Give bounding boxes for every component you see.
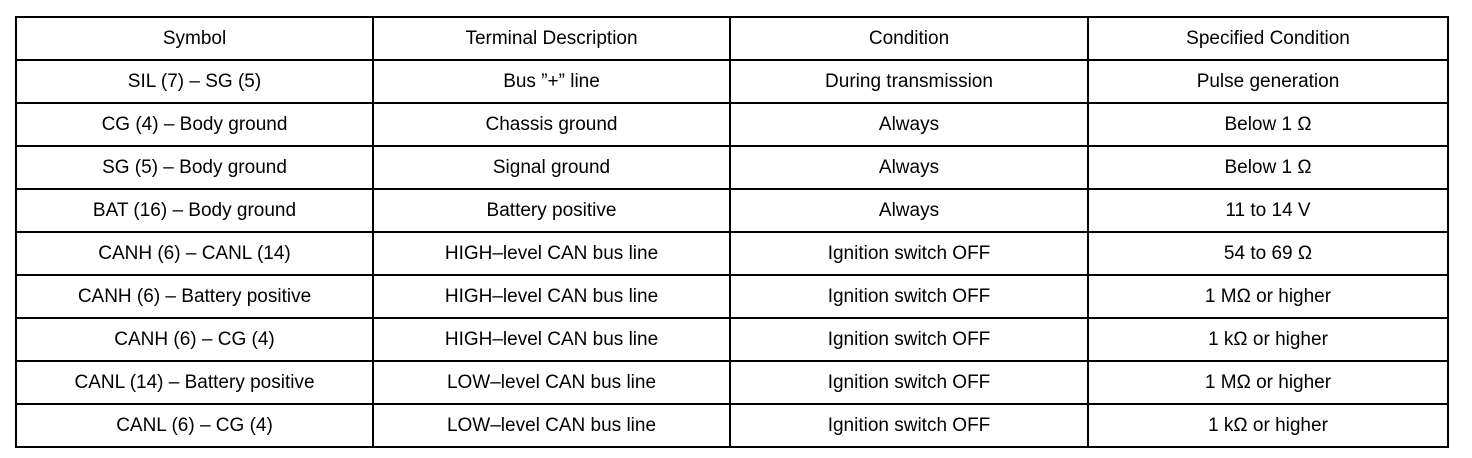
cell-condition: Always [730, 103, 1088, 146]
table-header-row [16, 17, 1448, 60]
cell-symbol: SIL (7) – SG (5) [16, 60, 373, 103]
cell-symbol: SG (5) – Body ground [16, 146, 373, 189]
cell-specified-condition: 1 kΩ or higher [1088, 404, 1448, 447]
cell-specified-condition: Below 1 Ω [1088, 103, 1448, 146]
cell-terminal-description: HIGH–level CAN bus line [373, 232, 730, 275]
header-specified-condition: Specified Condition [1088, 17, 1448, 60]
cell-condition: Ignition switch OFF [730, 318, 1088, 361]
header-condition: Condition [730, 17, 1088, 60]
table-row [16, 60, 1448, 103]
table-row [16, 189, 1448, 232]
cell-terminal-description: LOW–level CAN bus line [373, 361, 730, 404]
cell-symbol: CANH (6) – CANL (14) [16, 232, 373, 275]
cell-specified-condition: Pulse generation [1088, 60, 1448, 103]
cell-terminal-description: Signal ground [373, 146, 730, 189]
table-row [16, 361, 1448, 404]
cell-terminal-description: Chassis ground [373, 103, 730, 146]
cell-specified-condition: 54 to 69 Ω [1088, 232, 1448, 275]
cell-specified-condition: 1 MΩ or higher [1088, 361, 1448, 404]
cell-condition: Always [730, 189, 1088, 232]
cell-specified-condition: 1 kΩ or higher [1088, 318, 1448, 361]
cell-terminal-description: HIGH–level CAN bus line [373, 318, 730, 361]
header-symbol: Symbol [16, 17, 373, 60]
cell-terminal-description: LOW–level CAN bus line [373, 404, 730, 447]
cell-terminal-description: Bus ”+” line [373, 60, 730, 103]
cell-condition: During transmission [730, 60, 1088, 103]
cell-symbol: BAT (16) – Body ground [16, 189, 373, 232]
cell-condition: Ignition switch OFF [730, 232, 1088, 275]
cell-specified-condition: 11 to 14 V [1088, 189, 1448, 232]
table-row [16, 232, 1448, 275]
terminal-specification-table [15, 16, 1449, 448]
cell-condition: Ignition switch OFF [730, 361, 1088, 404]
cell-specified-condition: Below 1 Ω [1088, 146, 1448, 189]
cell-terminal-description: HIGH–level CAN bus line [373, 275, 730, 318]
cell-symbol: CG (4) – Body ground [16, 103, 373, 146]
cell-condition: Always [730, 146, 1088, 189]
cell-specified-condition: 1 MΩ or higher [1088, 275, 1448, 318]
cell-condition: Ignition switch OFF [730, 275, 1088, 318]
cell-symbol: CANL (6) – CG (4) [16, 404, 373, 447]
table-row [16, 318, 1448, 361]
table-row [16, 103, 1448, 146]
header-terminal-description: Terminal Description [373, 17, 730, 60]
table-row [16, 275, 1448, 318]
cell-symbol: CANH (6) – CG (4) [16, 318, 373, 361]
table-row [16, 146, 1448, 189]
cell-symbol: CANH (6) – Battery positive [16, 275, 373, 318]
cell-terminal-description: Battery positive [373, 189, 730, 232]
table-row [16, 404, 1448, 447]
cell-condition: Ignition switch OFF [730, 404, 1088, 447]
cell-symbol: CANL (14) – Battery positive [16, 361, 373, 404]
